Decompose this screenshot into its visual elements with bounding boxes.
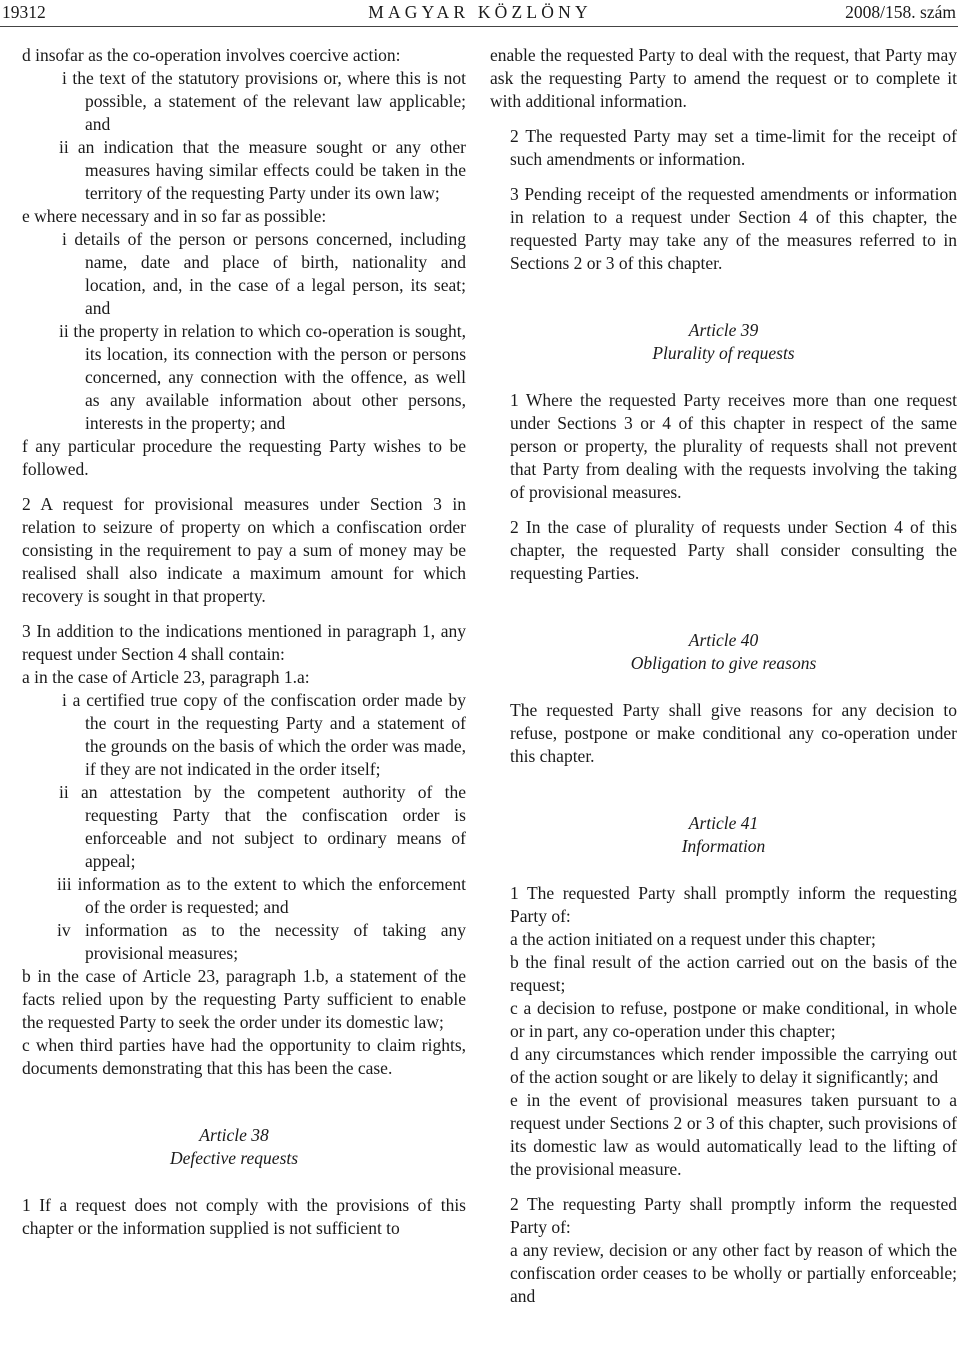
article-41-paragraph-2-item-a: a any review, decision or any other fact by reason of which the confiscation order ceases to be wholly or partially enforceable; and [510, 1240, 957, 1306]
article-41-item-b: b the final result of the action carried out on the basis of the request; [510, 952, 957, 995]
article-38-paragraph-1: 1 If a request does not comply with the provisions of this chapter or the information supplied is not sufficient to [22, 1195, 466, 1238]
item-d-ii: ii an indication that the measure sought or any other measures having similar effects could be taken in the territory of the requesting Party under its own law; [59, 137, 466, 203]
article-40-title: Article 40 [688, 630, 759, 650]
article-38-paragraph-3: 3 Pending receipt of the requested amendments or information in relation to a request under Section 4 of this chapter, the requested Party may take any of the measures referred to in Sections 2 or 3 of this chapter. [510, 184, 957, 273]
paragraph-3-item-a-iii: iii information as to the extent to which the enforcement of the order is requested; and [57, 874, 466, 917]
paragraph-3-item-a-iv: iv information as to the necessity of taking any provisional measures; [57, 920, 466, 963]
article-41-paragraph-1: 1 The requested Party shall promptly inform the requesting Party of: [510, 883, 957, 926]
page-header [0, 0, 958, 27]
journal-title: MAGYAR KÖZLÖNY [368, 2, 592, 22]
paragraph-3-item-a: a in the case of Article 23, paragraph 1.a: [22, 667, 310, 687]
item-d: d insofar as the co-operation involves coercive action: [22, 45, 401, 65]
page-number: 19312 [2, 2, 46, 22]
continued-text: enable the requested Party to deal with the request, that Party may ask the requesting Party to amend the request or to complete it with additional information. [490, 45, 957, 111]
article-39-paragraph-2: 2 In the case of plurality of requests under Section 4 of this chapter, the requested Party shall consider consulting the requesting Parties. [510, 517, 957, 583]
article-41-title: Article 41 [688, 813, 759, 833]
article-41-item-d: d any circumstances which render impossible the carrying out of the action sought or are likely to delay it significantly; and [510, 1044, 957, 1087]
paragraph-3-item-a-i: i a certified true copy of the confiscation order made by the court in the requesting Party and a statement of the grounds on the basis of which the order was made, if they are not indicated in the order itself; [62, 690, 466, 779]
right-column [490, 44, 957, 1308]
paragraph-2: 2 A request for provisional measures under Section 3 in relation to seizure of property on which a confiscation order consisting in the requirement to pay a sum of money may be realised shall also indicate a maximum amount for which recovery is sought in that property. [22, 494, 466, 606]
article-38-title: Article 38 [199, 1125, 269, 1145]
article-40-paragraph: The requested Party shall give reasons for any decision to refuse, postpone or make conditional any co-operation under this chapter. [510, 700, 957, 766]
item-d-i: i the text of the statutory provisions or, where this is not possible, a statement of the relevant law applicable; and [62, 68, 466, 134]
article-41-item-e: e in the event of provisional measures taken pursuant to a request under Sections 2 or 3 of this chapter, such provisions of its domestic law as would automatically lead to the lifting of the provisional measure. [510, 1090, 957, 1179]
article-38-paragraph-2: 2 The requested Party may set a time-limit for the receipt of such amendments or information. [510, 126, 957, 169]
item-f: f any particular procedure the requesting Party wishes to be followed. [22, 436, 466, 479]
article-38-subtitle: Defective requests [169, 1148, 299, 1168]
paragraph-3-item-a-ii: ii an attestation by the competent authority of the requesting Party that the confiscation order is enforceable and not subject to ordinary means of appeal; [59, 782, 466, 871]
item-e-ii: ii the property in relation to which co-operation is sought, its location, its connection with the person or persons concerned, any connection with the offence, as well as any available information about other persons, interests in the property; and [59, 321, 466, 433]
issue-number: 2008/158. szám [845, 2, 956, 22]
article-41-paragraph-2: 2 The requesting Party shall promptly inform the requested Party of: [510, 1194, 957, 1237]
item-e-i: i details of the person or persons concerned, including name, date and place of birth, nationality and location, and, in the case of a legal person, its seat; and [62, 229, 466, 318]
article-40-subtitle: Obligation to give reasons [630, 653, 817, 673]
article-41-item-a: a the action initiated on a request under this chapter; [510, 929, 876, 949]
article-39-subtitle: Plurality of requests [652, 343, 795, 363]
paragraph-3: 3 In addition to the indications mentioned in paragraph 1, any request under Section 4 shall contain: [22, 621, 466, 664]
article-39-paragraph-1: 1 Where the requested Party receives more than one request under Sections 3 or 4 of this chapter in respect of the same person or property, the plurality of requests shall not prevent that Party from dealing with the requests involving the taking of provisional measures. [510, 390, 957, 502]
article-39-title: Article 39 [688, 320, 759, 340]
paragraph-3-item-c: c when third parties have had the opportunity to claim rights, documents demonstrating that this has been the case. [22, 1035, 466, 1078]
article-41-subtitle: Information [681, 836, 766, 856]
item-e: e where necessary and in so far as possible: [22, 206, 327, 226]
article-41-item-c: c a decision to refuse, postpone or make conditional, in whole or in part, any co-operation under this chapter; [510, 998, 957, 1041]
paragraph-3-item-b: b in the case of Article 23, paragraph 1.b, a statement of the facts relied upon by the requesting Party sufficient to enable the requested Party to seek the order under its domestic law; [22, 966, 466, 1032]
left-column [2, 44, 466, 1240]
